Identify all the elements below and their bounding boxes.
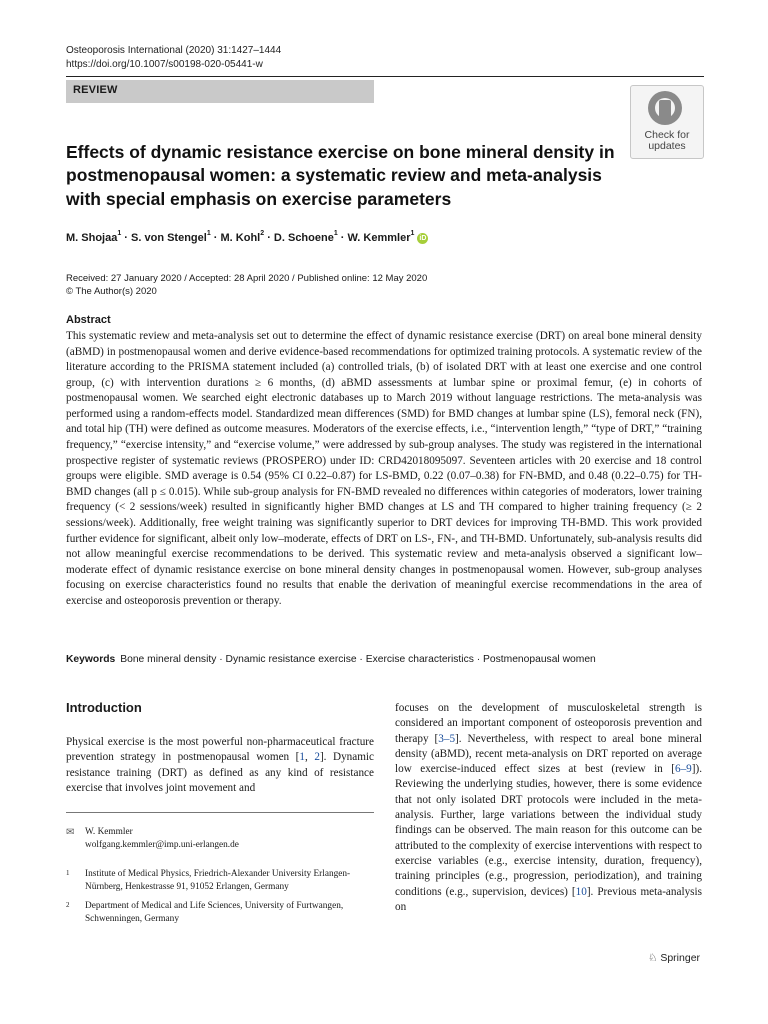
author-affiliation: 1 [333,230,338,237]
intro-left-column [66,735,374,796]
author-name[interactable]: D. Schoene [273,232,334,244]
corresponding-author [85,826,375,851]
copyright-notice: © The Author(s) 2020 [66,286,157,297]
body-text: ]). Reviewing the underlying studies, however, there is some evidence that not only isolated DRT protocols were included in the meta-analysis. Further, large variations between the individual study findings can be observed. The main reason for this outcome can be attributed to the complexity of exercise interventions with respect to exercise variables (e.g., exercise intensity, duration, frequency), training principles (e.g., progression, periodization), and training conditions (e.g., supervision, devices) [ [395,763,702,898]
affiliation-1: Institute of Medical Physics, Friedrich-Alexander University Erlangen-Nürnberg, Henkestrasse 91, 91052 Erlangen, Germany [85,869,351,892]
affiliation-2: Department of Medical and Life Sciences, University of Furtwangen, Schwenningen, Germany [85,901,344,924]
corresponding-name: W. Kemmler [85,827,133,837]
journal-header [66,44,281,72]
author-separator: · [337,232,348,244]
affiliation-number: 2 [66,901,70,909]
author-list [66,232,428,244]
citation-link[interactable]: 2 [314,751,320,764]
citation-link[interactable]: 1 [299,751,305,764]
abstract-heading: Abstract [66,314,111,326]
citation-link[interactable]: 3–5 [438,732,456,745]
article-title: Effects of dynamic resistance exercise on bone mineral density in postmenopausal women: a systematic review and meta-analysis with special emphasis on exercise parameters [66,142,615,209]
journal-citation: Osteoporosis International (2020) 31:1427–1444 [66,45,282,56]
author-affiliation: 2 [260,230,265,237]
body-text: focuses on the development of musculoskeletal strength is considered an important component of osteoporosis prevention and therapy [ [395,702,702,745]
publication-dates [66,272,427,298]
header-rule [66,76,704,77]
keywords [66,654,596,665]
affiliation-number: 1 [66,869,70,877]
footnote-rule [66,812,374,813]
citation-link[interactable]: 6–9 [674,763,692,776]
envelope-icon: ✉ [66,827,75,838]
body-text: ]. Nevertheless, with respect to areal bone mineral density (aBMD), recent meta-analysis on DRT reported on average low exercise-induced effect sizes at best (review in [ [395,732,702,776]
body-text: , [305,751,315,764]
history-dates: Received: 27 January 2020 / Accepted: 28 April 2020 / Published online: 12 May 2020 [66,273,428,284]
author-name[interactable]: M. Kohl [220,232,261,244]
badge-line-2: updates [648,140,686,152]
intro-right-column [395,701,702,915]
publisher-name: Springer [660,952,701,964]
doi-link[interactable]: https://doi.org/10.1007/s00198-020-05441-w [66,59,263,70]
author-name[interactable]: W. Kemmler [347,232,411,244]
author-separator: · [264,232,274,244]
publisher-logo [648,952,700,964]
author-separator: · [121,232,132,244]
badge-line-1: Check for [644,129,690,141]
author-affiliation: 1 [410,230,415,237]
bookmark-icon [648,91,682,125]
citation-link[interactable]: 10 [575,885,587,898]
corresponding-email[interactable]: wolfgang.kemmler@imp.uni-erlangen.de [85,839,239,850]
author-name[interactable]: S. von Stengel [131,232,207,244]
keywords-label: Keywords [66,654,116,665]
introduction-heading: Introduction [66,700,142,715]
keywords-list: Bone mineral density · Dynamic resistance exercise · Exercise characteristics · Postmenopausal women [120,654,596,665]
abstract-text: This systematic review and meta-analysis set out to determine the effect of dynamic resistance exercise (DRT) on areal bone mineral density (aBMD) in postmenopausal women and derive evidence-based recommendations for optimized training protocols. A systematic review of the literature according to the PRISMA statement included (a) controlled trials, (b) of isolated DRT with at least one exercise and one control group, (c) with intervention durations ≥ 6 months, (d) aBMD assessments at lumbar spine or proximal femur, (e) in cohorts of postmenopausal women. We searched eight electronic databases up to March 2019 without language restrictions. The meta-analysis was performed using a random-effects model. Standardized mean differences (SMD) for BMD changes at lumbar spine (LS), femoral neck (FN), and total hip (TH) were defined as outcome measures. Moderators of the exercise effects, i.e., “intervention length,” “type of DRT,” “training frequency,” “exercise intensity,” and “exercise volume,” were addressed by sub-group analyses. The study was registered in the international prospective register of systematic reviews (PROSPERO) under ID: CRD42018095097. Seventeen articles with 20 exercise and 18 control groups were eligible. SMD average is 0.54 (95% CI 0.22–0.87) for LS-BMD, 0.22 (0.07–0.38) for FN-BMD, and 0.48 (0.22–0.75) for TH-BMD changes (all p ≤ 0.015). While sub-group analysis for FN-BMD revealed no differences within categories of moderators, lower training frequency (< 2 sessions/week) resulted in significantly higher BMD changes at LS and TH compared to higher training frequency (≥ 2 sessions/week). Additionally, free weight training was significantly superior to DRT devices for improving TH-BMD. This work provided further evidence for significant, albeit only low–moderate, effects of DRT on LS-, FN-, and TH-BMD. Unfortunately, sub-analysis results did not allow meaningful exercise recommendations to be derived. This systematic review and meta-analysis observed a significant low–moderate effect of dynamic resistance exercise on bone mineral density changes in postmenopausal women. However, sub-group analyses focusing on exercise characteristics found no results that enable the derivation of meaningful exercise recommendations in the area of exercise and osteoporosis prevention or therapy. [66,330,702,607]
check-for-updates-badge[interactable] [630,85,704,159]
author-affiliation: 1 [117,230,122,237]
author-name[interactable]: M. Shojaa [66,232,118,244]
body-text: ]. Previous meta-analysis on [395,885,702,913]
body-text: Physical exercise is the most powerful non-pharmaceutical fracture prevention strategy in postmenopausal women [ [66,736,374,764]
author-separator: · [210,232,221,244]
author-affiliation: 1 [206,230,211,237]
body-text: ]. Dynamic resistance training (DRT) as defined as any kind of resistance exercise that involves joint movement and [66,751,375,794]
orcid-icon[interactable]: iD [419,234,427,242]
springer-horse-icon: ♘ [648,952,658,964]
section-label: REVIEW [73,84,118,96]
section-banner [66,80,374,103]
